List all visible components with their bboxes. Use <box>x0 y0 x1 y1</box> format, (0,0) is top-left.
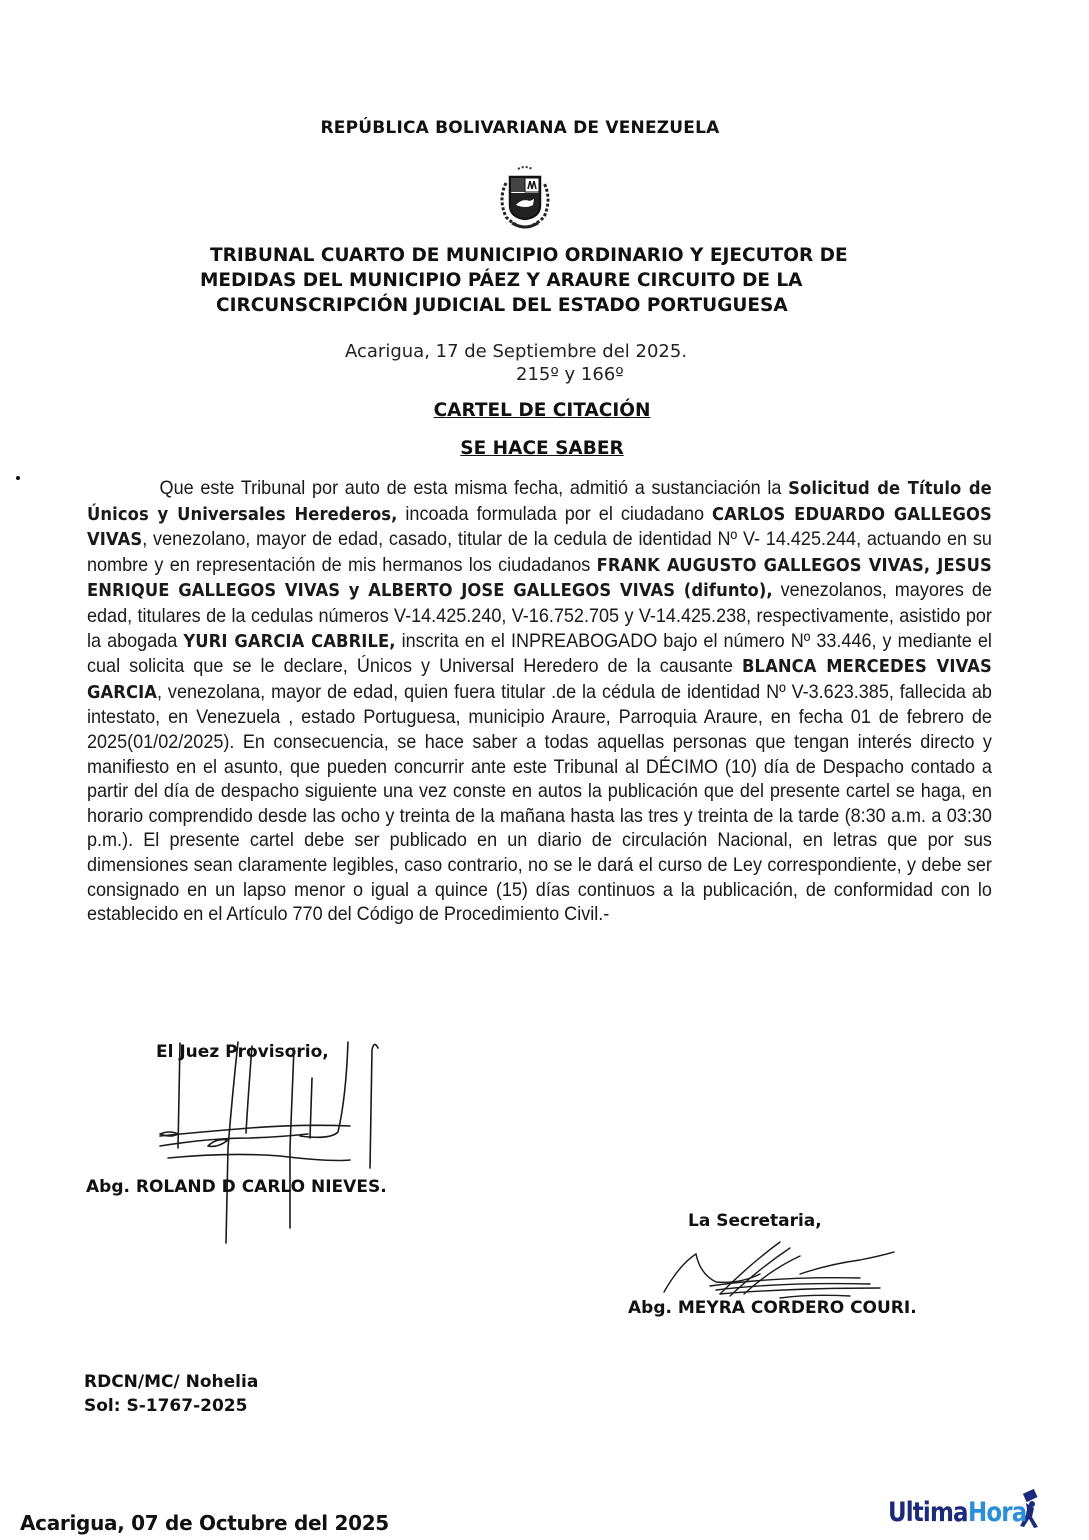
issue-date: Acarigua, 17 de Septiembre del 2025. <box>345 341 688 362</box>
document-title: CARTEL DE CITACIÓN <box>433 400 651 421</box>
decedent-name: BLANCA MERCEDES VIVAS GARCIA <box>87 657 992 703</box>
body-segment-bold: y <box>340 581 369 602</box>
deceased-sibling-name: ALBERTO JOSE GALLEGOS VIVAS (difunto), <box>368 581 773 602</box>
body-segment: , venezolana, mayor de edad, quien fuera titular .de la cédula de identidad Nº V-3.623.385, fallecida ab intestato, en Venezuela , estado Portuguesa, municipio Araure, Parroquia Araure, en fecha 01 de febrero de 2025(01/02/2025). En consecuencia, se hace saber a todas aquellas personas que tengan interés directo y manifiesto en el asunto, que pueden concurrir ante este Tribunal al DÉCIMO (10) día de Despacho contado a partir del día de despacho siguiente una vez conste en autos la publicación que del presente cartel se haga, en horario comprendido desde las ocho y treinta de la mañana hasta las tres y treinta de la tarde (8:30 a.m. a 03:30 p.m.). El presente cartel debe ser publicado en un diario de circulación Nacional, en letras que por sus dimensiones sean claramente legibles, caso contrario, no se le dará el curso de Ley correspondiente, y debe ser consignado en un lapso menor o igual a quince (15) días continuos a la publicación, de conformidad con lo establecido en el Artículo 770 del Código de Procedimiento Civil.- <box>87 680 992 926</box>
notice-body <box>87 476 992 927</box>
country-heading: REPÚBLICA BOLIVARIANA DE VENEZUELA <box>320 118 720 138</box>
body-segment: incoada formulada por el ciudadano <box>397 502 713 525</box>
reference-initials: RDCN/MC/ Nohelia <box>84 1372 259 1392</box>
judge-label: El Juez Provisorio, <box>156 1042 329 1062</box>
court-line-3: CIRCUNSCRIPCIÓN JUDICIAL DEL ESTADO PORTUGUESA <box>216 295 788 316</box>
attorney-name: YURI GARCIA CABRILE, <box>183 631 396 652</box>
court-line-2: MEDIDAS DEL MUNICIPIO PÁEZ Y ARAURE CIRCUITO DE LA <box>200 270 803 291</box>
document-subtitle: SE HACE SABER <box>460 438 624 459</box>
body-segment-bold: Solicitud de Título de Únicos y Universales Herederos, <box>87 479 992 525</box>
judge-name: Abg. ROLAND D CARLO NIEVES. <box>86 1177 387 1197</box>
secretary-name: Abg. MEYRA CORDERO COURI. <box>628 1298 917 1318</box>
logo-word-hora: Hora <box>967 1496 1027 1528</box>
ultima-hora-logo <box>888 1490 1042 1534</box>
body-segment: Que este Tribunal por auto de esta misma fecha, admitió a sustanciación la <box>159 477 789 499</box>
secretary-label: La Secretaria, <box>688 1211 822 1231</box>
coat-of-arms-icon <box>494 165 556 231</box>
publication-date: Acarigua, 07 de Octubre del 2025 <box>20 1511 389 1535</box>
court-name-heading <box>198 243 958 318</box>
scan-speck <box>16 476 20 480</box>
siblings-names: FRANK AUGUSTO GALLEGOS VIVAS, JESUS ENRIQUE GALLEGOS VIVAS <box>87 555 992 602</box>
body-segment: venezolanos, mayores de edad, titulares de la cedulas números V-14.425.240, V-16.752.705 y V-14.425.238, respectivamente, asistido por la abogada <box>87 579 992 652</box>
body-segment: , venezolano, mayor de edad, casado, titular de la cedula de identidad Nº V- 14.425.244, actuando en su nombre y en representación de mis hermanos los ciudadanos <box>87 528 992 576</box>
logo-word-ultima: Ultima <box>888 1496 968 1528</box>
case-number: Sol: S-1767-2025 <box>84 1396 248 1416</box>
applicant-name: CARLOS EDUARDO GALLEGOS VIVAS <box>87 504 992 551</box>
court-line-1: TRIBUNAL CUARTO DE MUNICIPIO ORDINARIO Y EJECUTOR DE <box>210 245 848 266</box>
body-segment: inscrita en el INPREABOGADO bajo el número Nº 33.446, y mediante el cual solicita que se le declare, Únicos y Universal Heredero de la causante <box>87 629 992 678</box>
judge-signature-icon <box>150 1038 390 1253</box>
independence-years: 215º y 166º <box>516 364 624 385</box>
